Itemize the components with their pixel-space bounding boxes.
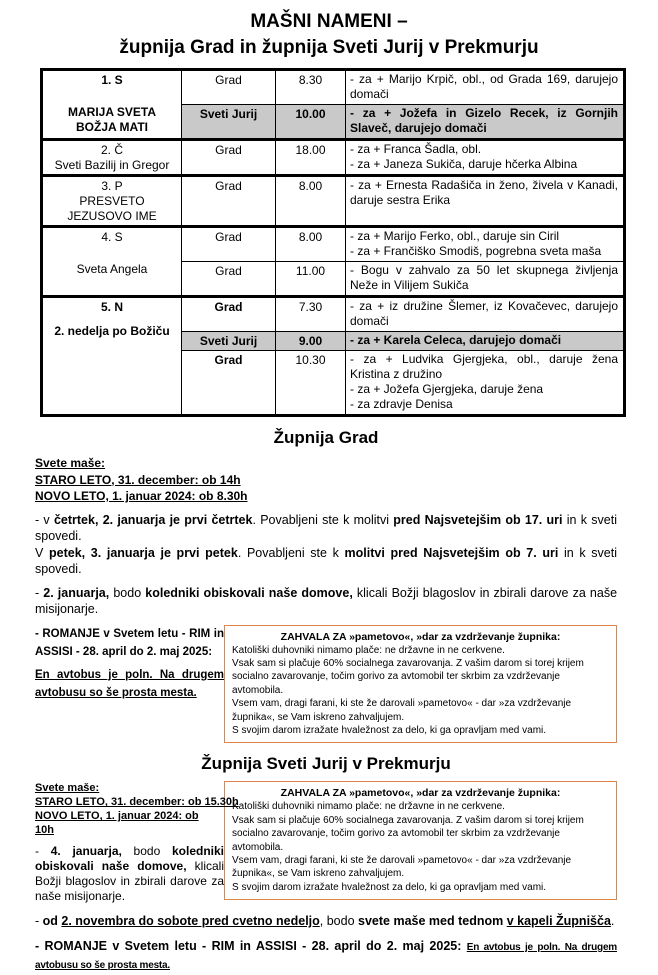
day-cell (42, 176, 182, 227)
day-name (45, 105, 179, 135)
intention-line: - za + Ernesta Radašiča in ženo, živela v Kanadi, daruje sestra Erika (350, 178, 618, 207)
koledniki-paragraph-grad (35, 585, 617, 618)
mass-line: NOVO LETO, 1. januar 2024: ob (35, 810, 199, 823)
text-segment: - (35, 844, 51, 859)
text-segment: - (35, 914, 43, 929)
day-name (45, 262, 179, 277)
zahvala-line: Vsak sam si plačuje 60% socialnega zavarovanja. Z vašim darom si torej krijem socialno zavarovanje, točim gorivo za avtomobil ter skrbim za vzdrževanje avtomobila. (232, 657, 584, 696)
place-cell: Grad (182, 176, 276, 227)
place-cell: Sveti Jurij (182, 332, 276, 351)
zahvala-line: S svojim darom izražate hvaležnost za delo, ki ga opravljam med vami. (232, 724, 547, 736)
zahvala-line: Katoliški duhovniki nimamo plače: ne državne in ne cerkvene. (232, 644, 505, 656)
mass-row (42, 297, 625, 332)
time-cell: 7.30 (276, 297, 346, 332)
place-cell: Grad (182, 70, 276, 105)
page-title-line1: MAŠNI NAMENI – (250, 11, 408, 32)
time-cell: 8.00 (276, 176, 346, 227)
text-segment: En avtobus je poln. Na drugem avtobusu so še prosta mesta. (35, 941, 617, 972)
day-cell (42, 297, 182, 416)
time-cell: 8.00 (276, 227, 346, 262)
intention-line: - za + Marijo Krpič, obl., od Grada 169, darujejo domači (350, 72, 618, 101)
day-abbrev: 2. Č (100, 143, 123, 157)
text-segment: klicali Božji blagoslov in zbirali darove za naše misijonarje. (35, 585, 618, 616)
intention-cell (346, 176, 625, 227)
mass-row (42, 140, 625, 176)
text-segment: v kapeli Župnišča (506, 914, 611, 929)
intention-cell (346, 105, 625, 140)
zahvala-box-2 (224, 781, 617, 900)
grad-two-column-area (35, 625, 617, 744)
zahvala-line: Katoliški duhovniki nimamo plače: ne državne in ne cerkvene. (232, 801, 505, 813)
day-abbrev: 5. N (100, 300, 123, 314)
intention-cell (346, 332, 625, 351)
place-cell: Grad (182, 297, 276, 332)
zahvala-box (224, 625, 617, 744)
mass-line: STARO LETO, 31. december: ob 15.30h (35, 796, 239, 809)
text-segment: petek, 3. januarja je prvi petek (49, 545, 238, 560)
intention-line: - za + Ludvika Gjergjeka, obl., daruje žena Kristina z družino (350, 352, 618, 381)
place-cell: Sveti Jurij (182, 105, 276, 140)
zahvala-title: ZAHVALA ZA »pametovo«, »dar za vzdrževanje župnika: (280, 630, 561, 643)
mass-row (42, 70, 625, 105)
day-name-line: BOŽJA MATI (76, 120, 148, 134)
zahvala-title: ZAHVALA ZA »pametovo«, »dar za vzdrževanje župnika: (280, 787, 561, 800)
zahvala-line: S svojim darom izražate hvaležnost za delo, ki ga opravljam med vami. (232, 881, 547, 893)
day-name (45, 158, 179, 173)
text-segment: . (610, 914, 615, 929)
time-cell: 8.30 (276, 70, 346, 105)
grad-mass-times (35, 455, 617, 505)
intention-cell (346, 262, 625, 297)
time-cell: 10.30 (276, 351, 346, 416)
intention-line: - Bogu v zahvalo za 50 let skupnega življenja Neže in Vilijem Sukiča (350, 263, 618, 292)
text-segment: - ROMANJE v Svetem letu - RIM in ASSISI - 28. april do 2. maj 2025: (35, 627, 224, 658)
first-friday-paragraph (35, 545, 617, 578)
mass-row (42, 176, 625, 227)
place-cell: Grad (182, 262, 276, 297)
intention-line: - za + Franca Šadla, obl. (350, 142, 482, 156)
jurij-two-column-area (35, 781, 617, 930)
text-segment: , bodo (319, 914, 359, 929)
text-segment: svete maše med tednom (358, 914, 507, 929)
text-segment: in k sveti spovedi. (35, 512, 617, 543)
text-segment: En avtobus je poln. Na drugem avtobusu so še prosta mesta. (35, 668, 224, 699)
day-group (42, 70, 625, 140)
text-segment: bodo (121, 844, 172, 859)
time-cell: 10.00 (276, 105, 346, 140)
text-segment: bodo (109, 585, 146, 600)
text-segment: in k sveti spovedi. (35, 545, 618, 576)
text-segment: klicali Božji blagoslov in zbirali darove za naše misijonarje. (35, 859, 224, 904)
mass-line: 10h (35, 824, 54, 837)
text-segment: . Povabljeni ste k molitvi (252, 512, 394, 527)
day-name-line: Sveti Bazilij in Gregor (54, 158, 170, 172)
intention-line: - za + Frančiško Smodiš, pogrebna sveta maša (350, 244, 602, 258)
mass-line: Svete maše: (35, 456, 106, 470)
mass-line: NOVO LETO, 1. januar 2024: ob 8.30h (35, 489, 248, 503)
grad-section (35, 428, 617, 743)
zahvala-line: Vsem vam, dragi farani, ki ste že darovali »pametovo« - dar »za vzdrževanje župnika«, se Vam iskreno zahvaljujem. (232, 854, 572, 880)
text-segment: - (35, 585, 44, 600)
intention-cell (346, 351, 625, 416)
place-cell: Grad (182, 140, 276, 176)
intention-line: - za + Karela Celeca, darujejo domači (350, 333, 562, 347)
day-group (42, 227, 625, 297)
romanje-bottom-paragraph (35, 938, 617, 975)
text-segment: koledniki obiskovali naše domove, (35, 844, 224, 874)
intention-line: - za + Jožefa Gjergjeka, daruje žena (350, 382, 544, 396)
text-segment: pred Najsvetejšim ob 17. uri (393, 512, 563, 527)
text-segment: četrtek, 2. januarja je prvi četrtek (53, 512, 253, 527)
text-segment: molitvi pred Najsvetejšim ob 7. uri (344, 545, 559, 560)
day-abbrev: 1. S (101, 73, 123, 87)
text-segment: - ROMANJE v Svetem letu - RIM in ASSISI - 28. april do 2. maj 2025: (35, 938, 467, 953)
day-cell (42, 140, 182, 176)
day-cell (42, 227, 182, 297)
page-title-line2: župnija Grad in župnija Sveti Jurij v Prekmurju (119, 37, 539, 58)
day-group (42, 140, 625, 176)
text-segment: koledniki obiskovali naše domove, (145, 585, 353, 600)
text-segment: od (42, 914, 62, 929)
intention-cell (346, 297, 625, 332)
first-thursday-paragraph (35, 512, 617, 545)
day-cell (42, 70, 182, 140)
text-segment: . Povabljeni ste k (237, 545, 345, 560)
day-abbrev: 3. P (101, 179, 123, 193)
place-cell: Grad (182, 227, 276, 262)
intention-line: - za zdravje Denisa (350, 397, 453, 411)
day-group (42, 176, 625, 227)
text-segment: 2. januarja, (43, 585, 110, 600)
mass-row (42, 227, 625, 262)
text-segment: V (35, 545, 49, 560)
time-cell: 11.00 (276, 262, 346, 297)
intention-line: - za + Jožefa in Gizelo Recek, iz Gornjih Slaveč, darujejo domači (350, 106, 618, 135)
mass-line: Svete maše: (35, 782, 100, 795)
day-name-line: 2. nedelja po Božiču (54, 324, 170, 338)
zahvala-line: Vsem vam, dragi farani, ki ste že darovali »pametovo« - dar »za vzdrževanje župnika«, se Vam iskreno zahvaljujem. (232, 698, 572, 723)
day-name-line: PRESVETO (79, 194, 145, 208)
intention-line: - za + Janeza Sukiča, daruje hčerka Albina (350, 157, 578, 171)
day-name (45, 324, 179, 339)
text-segment: - v (35, 512, 54, 527)
text-segment: 4. januarja, (50, 844, 122, 859)
day-name-line: JEZUSOVO IME (67, 209, 157, 223)
day-name-line: Sveta Angela (76, 262, 148, 276)
text-segment: 2. novembra do sobote pred cvetno nedeljo (61, 914, 320, 929)
time-cell: 18.00 (276, 140, 346, 176)
jurij-section-heading: Župnija Sveti Jurij v Prekmurju (201, 754, 451, 774)
time-cell: 9.00 (276, 332, 346, 351)
place-cell: Grad (182, 351, 276, 416)
day-group (42, 297, 625, 416)
day-name (45, 194, 179, 224)
intention-cell (346, 140, 625, 176)
intention-line: - za + Marijo Ferko, obl., daruje sin Ciril (350, 229, 560, 243)
day-name-line: MARIJA SVETA (67, 105, 156, 119)
mass-line: STARO LETO, 31. december: ob 14h (35, 472, 241, 487)
zahvala-line: Vsak sam si plačuje 60% socialnega zavarovanja. Z vašim darom si torej krijem socialno zavarovanje, točim gorivo za avtomobil ter skrbim za vzdrževanje avtomobila. (232, 814, 584, 853)
mass-schedule-table (40, 68, 626, 417)
intention-line: - za + iz družine Šlemer, iz Kovačevec, darujejo domači (350, 299, 618, 328)
intention-cell (346, 227, 625, 262)
intention-cell (346, 70, 625, 105)
grad-section-heading: Župnija Grad (273, 428, 379, 447)
day-abbrev: 4. S (101, 230, 123, 244)
november-chapel-paragraph (35, 913, 617, 930)
page-title (0, 0, 658, 61)
